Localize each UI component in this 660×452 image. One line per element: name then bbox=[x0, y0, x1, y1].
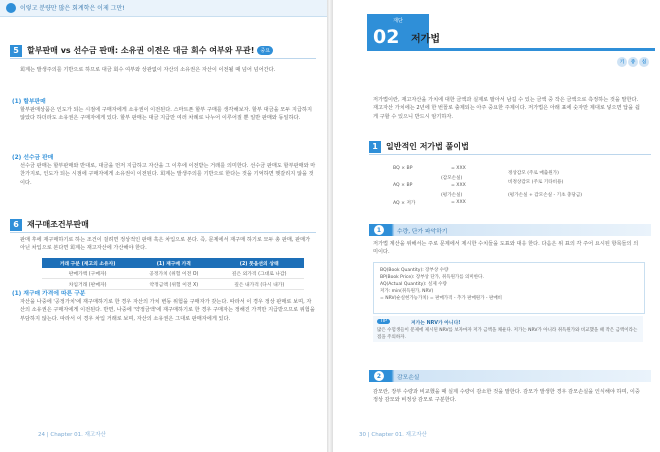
formula-right: = XXX bbox=[451, 200, 466, 205]
section-1-heading bbox=[369, 140, 469, 153]
table-cell: 판매가액 (구매자) bbox=[42, 268, 133, 279]
section-number: 1 bbox=[369, 141, 381, 153]
title-underline bbox=[367, 48, 655, 51]
subsection-title: (2) 선수금 판매 bbox=[12, 155, 54, 161]
formula-left: BQ × BP bbox=[393, 166, 413, 171]
page-footer: 30 | Chapter 01. 재고자산 bbox=[359, 432, 427, 438]
formula-annotation: 정상감모 (주로 매출원가) bbox=[508, 171, 559, 176]
formula-left: AQ × 저가 bbox=[393, 201, 416, 206]
formula-right: = XXX bbox=[451, 166, 466, 171]
topic-number: 02 bbox=[373, 26, 400, 48]
subsection-title: (1) 할부판매 bbox=[12, 99, 46, 105]
definition-line: BP(Book Price): 장부상 단가, 취득원가를 의미한다. bbox=[380, 275, 484, 280]
definition-line: AQ(Actual Quantity): 실제 수량 bbox=[380, 282, 447, 287]
header-bullet-icon bbox=[6, 3, 16, 13]
section-title: 할부판매 vs 선수금 판매: 소유권 이전은 대금 회수 여부와 무관! bbox=[27, 46, 255, 55]
table-header-cell: (1) 재구매 가격 bbox=[133, 258, 214, 268]
formula-note: (감모손실) bbox=[441, 176, 463, 181]
definition-line: 저가: min(취득원가, NRV) bbox=[380, 289, 434, 294]
subsection-title: (1) 재구매 가격에 따른 구분 bbox=[12, 291, 86, 297]
table-header-cell: 거래 구분 (재고의 소유자) bbox=[42, 258, 133, 268]
divider bbox=[10, 232, 316, 233]
subsection-number: 1 bbox=[374, 225, 384, 235]
subsection-title: 수량, 단가 파악하기 bbox=[397, 229, 448, 235]
left-page bbox=[0, 0, 327, 452]
table-row bbox=[42, 268, 304, 279]
section-5-heading bbox=[10, 44, 273, 57]
subsection-2-text: 감모란, 장부 수량과 비교했을 때 실제 수량이 감소한 것을 말한다. 감모가 발생한 경우 감모손실을 인식해야 하며, 이중 정상 감모와 비정상 감모로 구분한다. bbox=[373, 389, 640, 404]
formula-right: = XXX bbox=[451, 183, 466, 188]
topic-intro: 저가법이란, 재고자산을 가치에 대한 금액과 실제로 팔아서 남길 수 있는 금액 중 작은 금액으로 측정하는 것을 말한다. 재고자산 가치에는 2년에 한 번꼴로 출제되는 아주 중요한 주제이다. 저가법은 아래 표에 숫자만 제대로 넣으면 답을 쉽게 구할 수 있으니 반드시 암기하자. bbox=[373, 97, 640, 120]
tip-box bbox=[373, 316, 643, 342]
tip-text: 많은 수험생들이 문제에 제시된 NRV를 보자마자 저가 금액을 채운다. 저가는 NRV가 아니라 취득원가와 비교했을 때 작은 금액이라는 점을 주의하자. bbox=[377, 328, 638, 340]
tag-dot: 심 bbox=[639, 57, 649, 67]
table-cell: 약정금액 (위험 이전 X) bbox=[133, 279, 214, 290]
subsection-number: 2 bbox=[374, 371, 384, 381]
formula-note: (평가손실) bbox=[441, 193, 463, 198]
running-header bbox=[0, 0, 327, 17]
lcm-formula bbox=[393, 166, 623, 216]
topic-title: 저가법 bbox=[411, 34, 440, 45]
topic-tags bbox=[616, 57, 649, 67]
table-cell: 차입거래 (판매자) bbox=[42, 279, 133, 290]
divider bbox=[369, 154, 651, 155]
page-footer: 24 | Chapter 01. 재고자산 bbox=[38, 432, 106, 438]
table-header-cell: (2) 풋옵션의 상태 bbox=[214, 258, 304, 268]
formula-annotation: (평가손실 + 감모손실 - 기초 충당금) bbox=[508, 193, 583, 198]
formula-left: AQ × BP bbox=[393, 183, 413, 188]
definition-line: = NRV(순실현가능가치) = 판매가격 - 추가 판매원가 - 판매비 bbox=[380, 296, 503, 301]
definition-line: BQ(Book Quantity): 장부상 수량 bbox=[380, 268, 449, 273]
subsection-1-text: 저가법 계산을 위해서는 주로 문제에서 제시한 수치들을 도표와 대응 한다. 다음은 위 표의 각 주어 요시된 항목들의 의미이다. bbox=[373, 241, 639, 256]
subsection-text: 선수금 판매는 할부판매와 반대로, 대금을 먼저 지급하고 자산을 그 이후에 이전받는 거래를 의미한다. 선수금 판매도 할부판매와 마찬가지로, 인도가 되는 시점에 구매자에게 소유권이 이전된다. 회계는 발생주의를 기반으로 한다는 것을 기억하면 헷갈리지 않을 것이다. bbox=[20, 163, 316, 186]
section-number: 6 bbox=[10, 219, 22, 231]
table-header-row bbox=[42, 258, 304, 268]
section-6-text: 판매 후에 재구매하기로 하는 조건이 걸려면 정상적인 판매 혹은 차입으로 본다. 즉, 문제에서 재구매 하기로 모두 총 판매, 판매가 아닌 차입으로 본다면 회계는 재고자산에 가산해야 한다. bbox=[20, 237, 311, 252]
subsection-title: 감모손실 bbox=[397, 375, 420, 381]
section-6-heading bbox=[10, 218, 89, 231]
table-cell: 공정가치 (위험 이전 O) bbox=[133, 268, 214, 279]
section-title: 일반적인 저가법 풀이법 bbox=[386, 142, 469, 151]
section-number: 5 bbox=[10, 45, 22, 57]
importance-badge: 중요 bbox=[257, 46, 273, 55]
section-title: 재구매조건부판매 bbox=[27, 220, 89, 229]
table-cell: 깊은 내가격 (다시 내가) bbox=[214, 279, 304, 290]
repurchase-table bbox=[42, 258, 304, 290]
section-5-intro: 회계는 발생주의를 기반으로 하므로 대금 회수 여부와 상관없이 자산의 소유권은 자산이 이전될 때 넘어 넘어간다. bbox=[20, 67, 276, 73]
subsection-2-bar bbox=[369, 370, 651, 382]
divider bbox=[10, 58, 316, 59]
tag-dot: 중 bbox=[628, 57, 638, 67]
table-cell: 깊은 외가격 (그대로 나감) bbox=[214, 268, 304, 279]
tip-title: 저가는 NRV가 아니다! bbox=[411, 321, 461, 326]
topic-label: 재단 bbox=[393, 18, 403, 24]
tip-badge: TIP bbox=[377, 319, 390, 324]
definition-box bbox=[373, 262, 645, 314]
tag-dot: 기 bbox=[617, 57, 627, 67]
subsection-text: 자산을 나중에 '공정가치'에 재구매하기로 한 경우 자산의 가치 변동 위험을 구매자가 갖는다. 따라서 이 경우 정상 판매로 보며, 자산의 소유권은 구매자에게 이전된다. 반면, 나중에 '약정금액'에 재구매하기로 한 경우 구매자는 정해진 가격만 지급받으므로 위험을 부담하지 않는다. 따라서 이 경우 차입 거래로 보며, 자산의 소유권은 그대로 판매자에게 있다. bbox=[20, 299, 315, 322]
subsection-text: 할부판매상품은 인도가 되는 시점에 구매자에게 소유권이 이전된다. 스마트폰 할부 구매를 생각해보자. 할부 대금을 모두 지급하지 않았다 하더라도 소유권은 구매자에게 있다. 할부 판매는 대금 지급만 여러 차례로 나누어 이루어질 뿐 일반 판매와 동일하다. bbox=[20, 107, 312, 122]
right-page bbox=[333, 0, 660, 452]
running-header-text: 이렇고 분량만 많은 회계학은 이제 그만! bbox=[20, 5, 125, 12]
formula-annotation: 비정상감모 (주로 기타비용) bbox=[508, 180, 564, 185]
subsection-1-bar bbox=[369, 224, 651, 236]
